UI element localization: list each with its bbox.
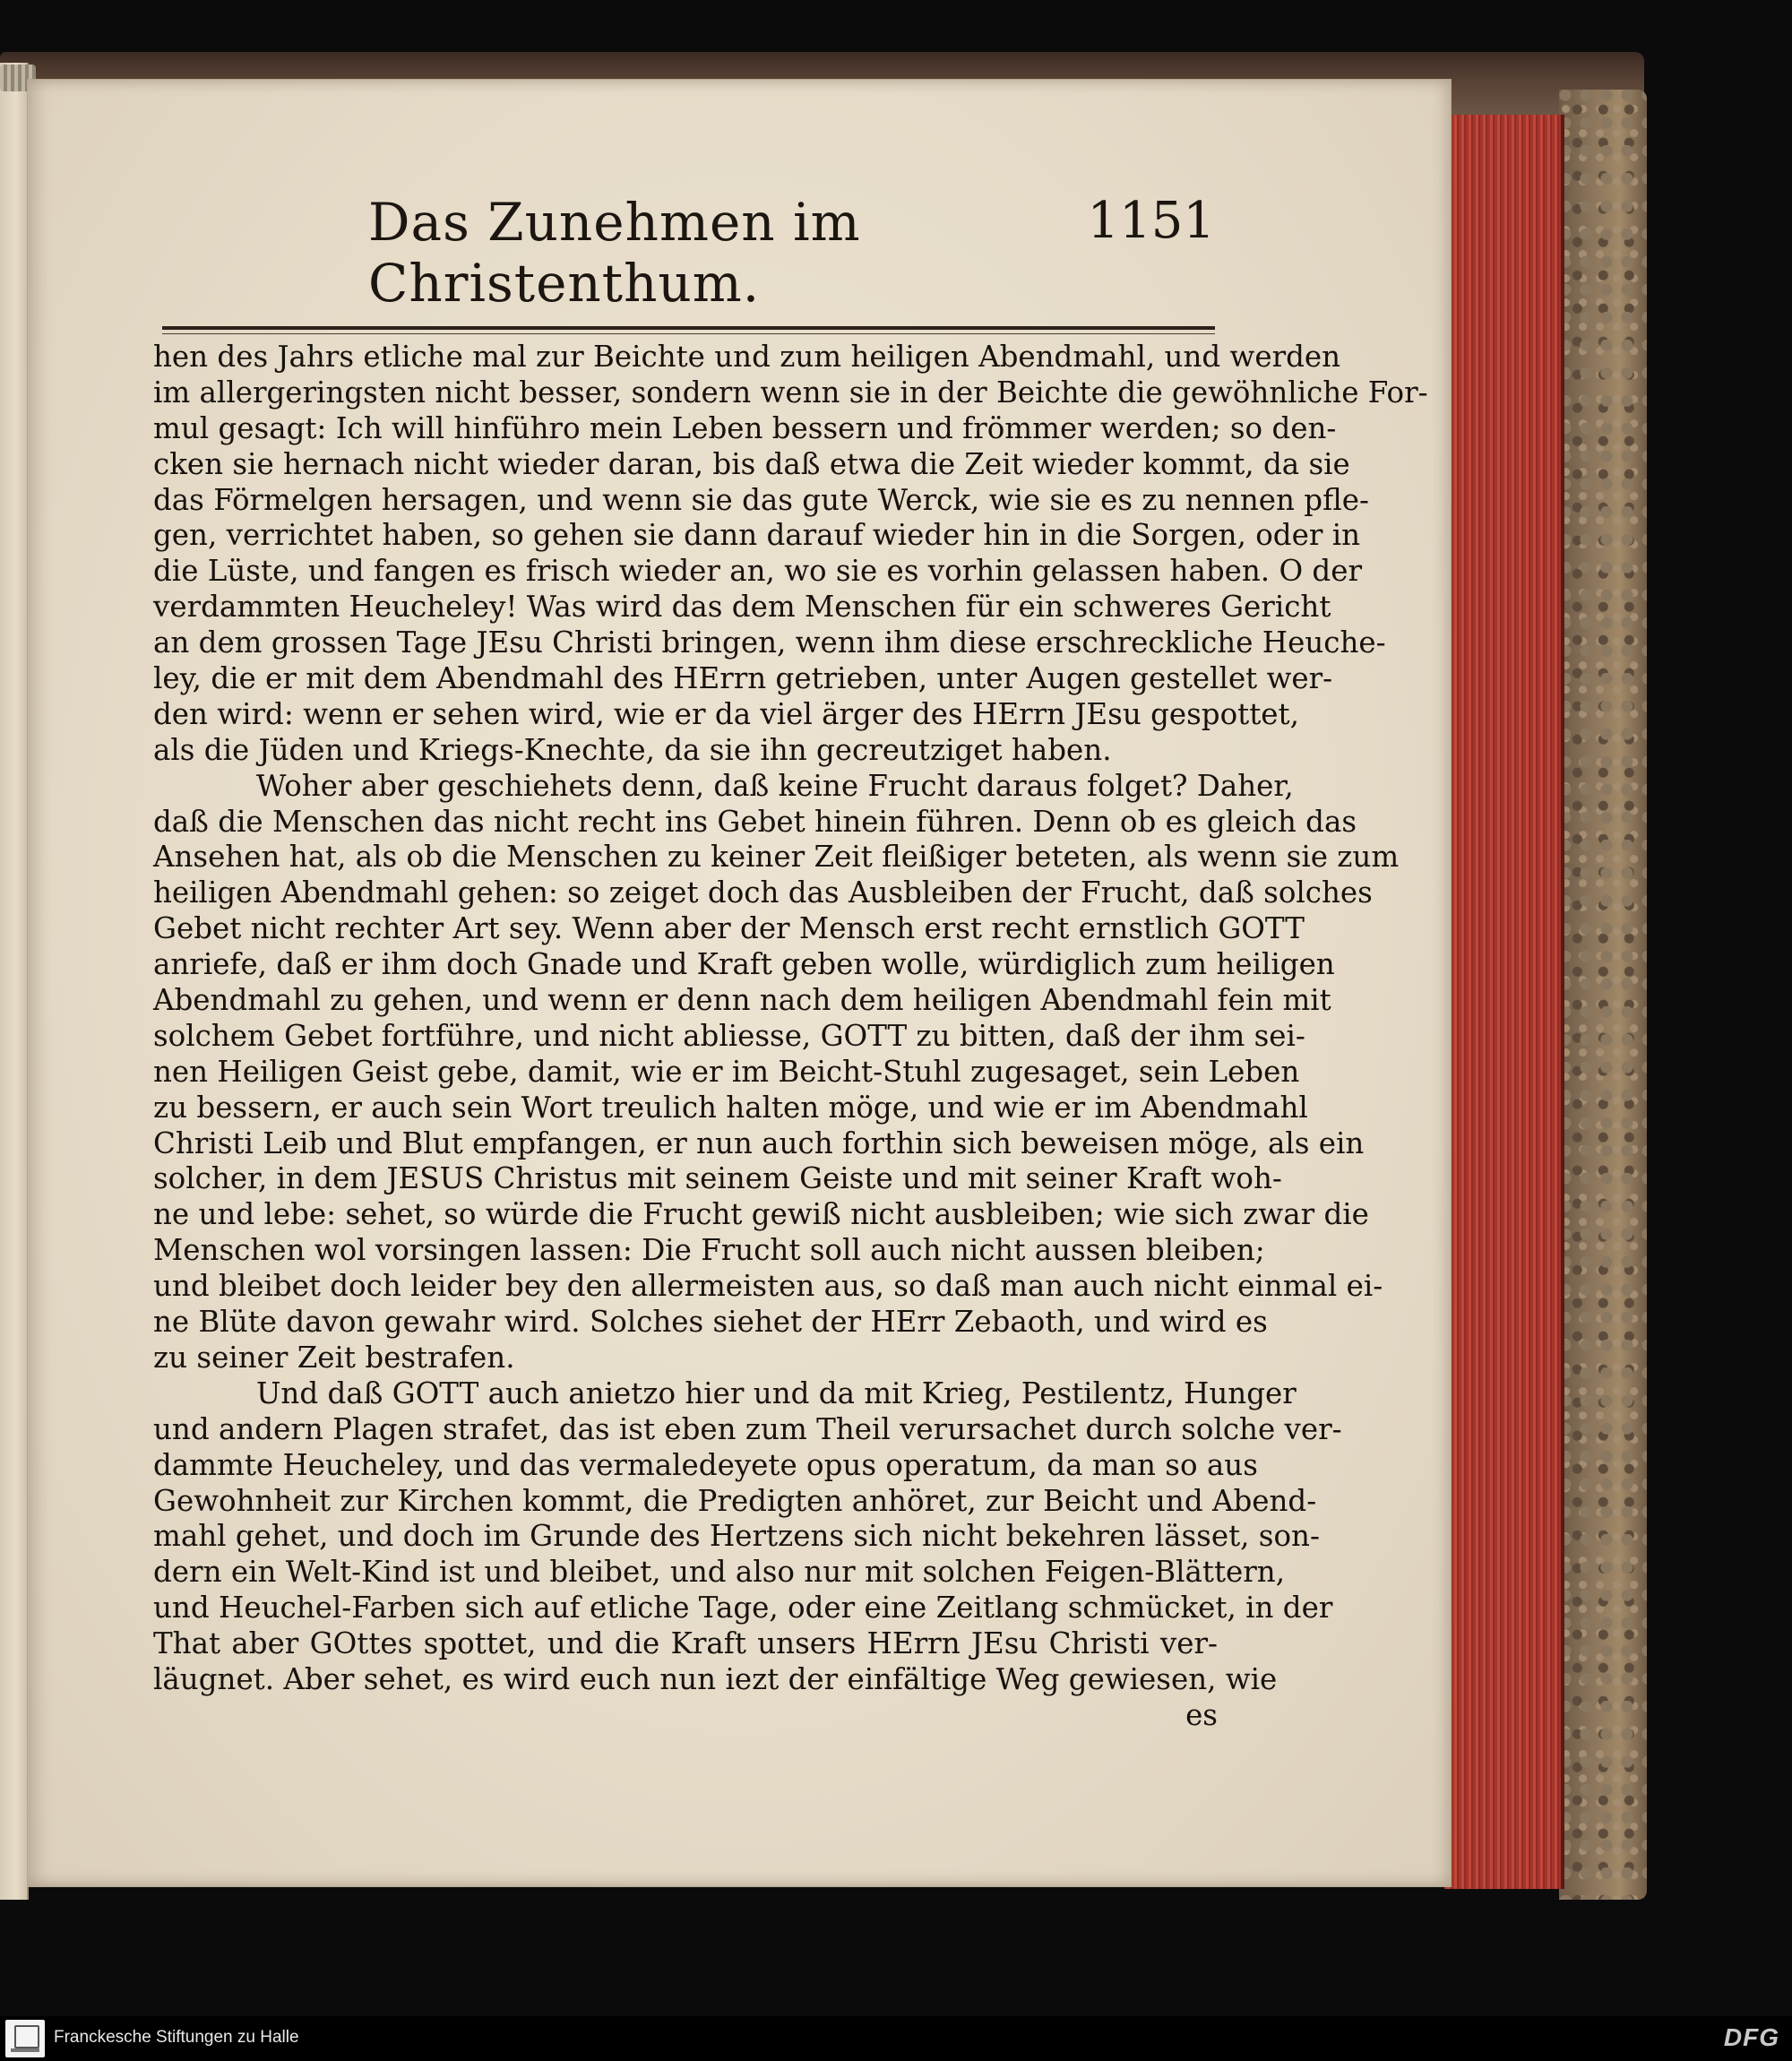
text-line: und andern Plagen strafet, das ist eben zum Theil verursachet durch solche ver-: [153, 1411, 1342, 1446]
text-line: als die Jüden und Kriegs-Knechte, da sie ihn gecreutziget haben.: [153, 732, 1112, 767]
text-line: cken sie hernach nicht wieder daran, bis daß etwa die Zeit wieder kommt, da sie: [153, 446, 1350, 481]
marbled-board: [1559, 90, 1647, 1900]
text-line: heiligen Abendmahl gehen: so zeiget doch das Ausbleiben der Frucht, daß solches: [153, 875, 1373, 910]
text-line: ne Blüte davon gewahr wird. Solches siehet der HErr Zebaoth, und wird es: [153, 1305, 1268, 1340]
text-line: und Heuchel-Farben sich auf etliche Tage, oder eine Zeitlang schmücket, in der: [153, 1591, 1333, 1626]
running-head: [162, 192, 1215, 314]
text-line: zu seiner Zeit bestrafen.: [153, 1340, 515, 1375]
text-line: Woher aber geschiehets denn, daß keine Frucht daraus folget? Daher,: [256, 768, 1294, 803]
viewer-footer: [0, 2016, 1792, 2061]
text-line: dammte Heucheley, und das vermaledeyete opus operatum, da man so aus: [153, 1447, 1258, 1482]
text-line: das Förmelgen hersagen, und wenn sie das gute Werck, wie sie es zu nennen pfle-: [153, 482, 1369, 517]
facing-page-edge: [0, 63, 29, 1900]
running-title: Das Zunehmen im Christenthum.: [368, 192, 861, 314]
text-line: ley, die er mit dem Abendmahl des HErrn getrieben, unter Augen gestellet wer-: [153, 661, 1333, 696]
text-line: Ansehen hat, als ob die Menschen zu keiner Zeit fleißiger beteten, als wenn sie zum: [153, 840, 1400, 875]
text-line: daß die Menschen das nicht recht ins Gebet hinein führen. Denn ob es gleich das: [153, 804, 1357, 839]
text-line: ne und lebe: sehet, so würde die Frucht gewiß nicht ausbleiben; wie sich zwar die: [153, 1197, 1369, 1232]
text-line: Gewohnheit zur Kirchen kommt, die Predigten anhöret, zur Beicht und Abend-: [153, 1483, 1317, 1518]
text-line: mahl gehet, und doch im Grunde des Hertzens sich nicht bekehren lässet, son-: [153, 1519, 1320, 1554]
text-line: Und daß GOTT auch anietzo hier und da mit Krieg, Pestilentz, Hunger: [256, 1375, 1297, 1410]
text-line: mul gesagt: Ich will hinführo mein Leben bessern und frömmer werden; so den-: [153, 410, 1337, 445]
text-line: nen Heiligen Geist gebe, damit, wie er im Beicht-Stuhl zugesaget, sein Leben: [153, 1054, 1300, 1089]
text-line: den wird: wenn er sehen wird, wie er da viel ärger des HErrn JEsu gespottet,: [153, 696, 1299, 731]
book-page: [27, 79, 1452, 1887]
text-line: solchem Gebet fortführe, und nicht abliesse, GOTT zu bitten, daß der ihm sei-: [153, 1018, 1305, 1053]
text-line: That aber GOttes spottet, und die Kraft unsers HErrn JEsu Christi ver-: [153, 1626, 1218, 1661]
header-rule-thin: [162, 333, 1215, 334]
header-rule: [162, 326, 1215, 330]
text-line: Abendmahl zu gehen, und wenn er denn nach dem heiligen Abendmahl fein mit: [153, 983, 1331, 1018]
text-line: läugnet. Aber sehet, es wird euch nun iezt der einfältige Weg gewiesen, wie: [153, 1661, 1278, 1696]
text-line: verdammten Heucheley! Was wird das dem Menschen für ein schweres Gericht: [153, 590, 1331, 625]
text-line: gen, verrichtet haben, so gehen sie dann darauf wieder hin in die Sorgen, oder in: [153, 518, 1361, 553]
text-line: anriefe, daß er ihm doch Gnade und Kraft geben wolle, würdiglich zum heiligen: [153, 947, 1335, 982]
body-text: [153, 340, 1428, 1734]
text-line: die Lüste, und fangen es frisch wieder an, wo sie es vorhin gelassen haben. O der: [153, 554, 1363, 589]
text-line: und bleibet doch leider bey den allermeisten aus, so daß man auch nicht einmal ei-: [153, 1269, 1383, 1304]
text-line: hen des Jahrs etliche mal zur Beichte und zum heiligen Abendmahl, und werden: [153, 340, 1341, 374]
text-line: Christi Leib und Blut empfangen, er nun auch forthin sich beweisen möge, als ein: [153, 1125, 1365, 1160]
catchword: es: [1185, 1697, 1218, 1732]
text-line: dern ein Welt-Kind ist und bleibet, und also nur mit solchen Feigen-Blättern,: [153, 1555, 1286, 1590]
text-line: zu bessern, er auch sein Wort treulich halten möge, und wie er im Abendmahl: [153, 1090, 1308, 1125]
institution-logo-icon: [5, 2020, 45, 2057]
text-line: im allergeringsten nicht besser, sondern wenn sie in der Beichte die gewöhnliche For-: [153, 375, 1428, 410]
text-line: Menschen wol vorsingen lassen: Die Frucht soll auch nicht aussen bleiben;: [153, 1233, 1265, 1268]
text-line: Gebet nicht rechter Art sey. Wenn aber der Mensch erst recht ernstlich GOTT: [153, 911, 1305, 946]
text-line: solcher, in dem JESUS Christus mit seinem Geiste und mit seiner Kraft woh-: [153, 1161, 1282, 1196]
institution-name: Franckesche Stiftungen zu Halle: [54, 2028, 299, 2047]
red-page-edges: [1444, 115, 1564, 1889]
page-number: 1151: [1087, 192, 1215, 250]
text-line: an dem grossen Tage JEsu Christi bringen, wenn ihm diese erschreckliche Heuche-: [153, 625, 1386, 660]
dfg-badge: DFG: [1723, 2023, 1779, 2051]
